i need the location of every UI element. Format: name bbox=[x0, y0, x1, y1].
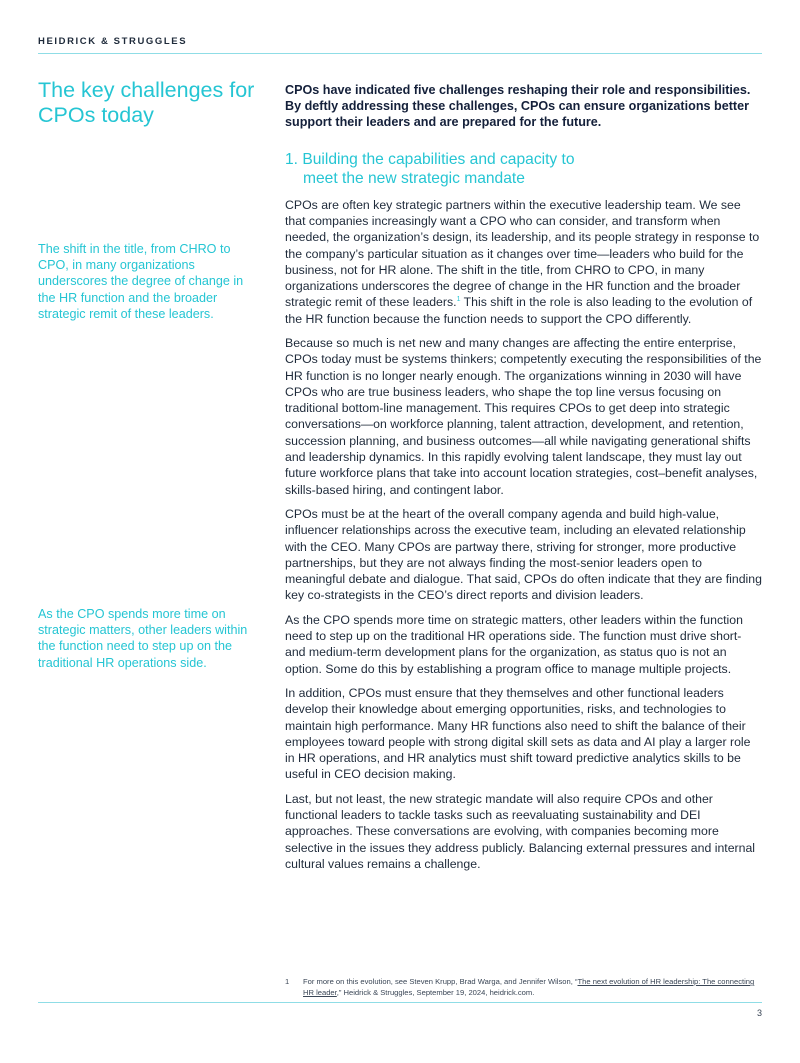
footnote-reference[interactable]: 1 bbox=[456, 296, 461, 304]
body-paragraph-1 bbox=[285, 197, 763, 327]
body-paragraph-4: As the CPO spends more time on strategic matters, other leaders within the function need to step up on the traditional HR operations side. The function must drive short- and medium-term development plans for the organization, as status quo is not an option. Some do this by establishing a program office to manage multiple projects. bbox=[285, 612, 743, 676]
page-title: The key challenges for CPOs today bbox=[38, 78, 255, 127]
section-heading bbox=[285, 150, 763, 188]
page-number: 3 bbox=[756, 1008, 762, 1018]
footnote-text-pre: For more on this evolution, see Steven Krupp, Brad Warga, and Jennifer Wilson, “ bbox=[303, 977, 578, 986]
footnote-number: 1 bbox=[285, 977, 290, 986]
body-paragraph-2: Because so much is net new and many changes are affecting the entire enterprise, CPOs today must be systems thinkers; competently executing the responsibilities of the HR function is no longer nearly enough. The organizations winning in 2030 will have CPOs who are true business leaders, who shape the top line versus focusing on traditional bottom-line management. This requires CPOs to get deep into strategic conversations—on workforce planning, talent attraction, development, and retention, succession planning, and business outcomes—all while navigating generational shifts and leadership dynamics. In this rapidly evolving talent landscape, they must lay out future workforce plans that take into account location strategies, cost–benefit analyses, skills-based hiring, and contingent labor. bbox=[285, 335, 762, 497]
main-column bbox=[285, 82, 763, 872]
footnote-text-post: ,” Heidrick & Struggles, September 19, 2024, heidrick.com. bbox=[336, 988, 535, 997]
footnote-link[interactable]: The next evolution of HR leadership: The connecting HR leader bbox=[303, 977, 755, 997]
section-number: 1. bbox=[285, 150, 299, 168]
body-paragraph-1-text: CPOs are often key strategic partners within the executive leadership team. We see that companies increasingly want a CPO who can consider, and transform when needed, the organization’s design, its leadership, and its people strategy in response to the company’s particular situation as it changes over time—leaders who build for the business, not for HR alone. The shift in the title, from CHRO to CPO, in many organizations underscores the degree of change in the HR function and the broader strategic remit of these leaders. bbox=[285, 197, 760, 310]
footnote bbox=[285, 976, 755, 998]
section-heading-line-1: Building the capabilities and capacity to bbox=[302, 150, 575, 168]
section-heading-line-2: meet the new strategic mandate bbox=[303, 169, 525, 187]
body-paragraph-1-continued: This shift in the role is also leading to the evolution of the HR function because the function needs to support the CPO differently. bbox=[285, 295, 753, 326]
footer-rule bbox=[38, 1002, 762, 1003]
footnote-text bbox=[303, 976, 755, 998]
brand-header: HEIDRICK & STRUGGLES bbox=[38, 36, 188, 47]
body-paragraph-3: CPOs must be at the heart of the overall company agenda and build high-value, influencer relationships across the executive team, including an elevated relationship with the CEO. Many CPOs are partway there, striving for stronger, more productive partnerships, but they are not always finding the most-senior leaders open to meaningful debate and dialogue. That said, CPOs do often indicate that they are finding key co-strategists in the CEO’s direct reports and division leaders. bbox=[285, 506, 762, 603]
body-paragraph-6: Last, but not least, the new strategic mandate will also require CPOs and other functional leaders to tackle tasks such as reevaluating sustainability and DEI approaches. These conversations are evolving, with companies becoming more selective in the issues they address publicly. Balancing external pressures and internal cultural values remains a challenge. bbox=[285, 791, 756, 871]
pull-quote-1: The shift in the title, from CHRO to CPO, in many organizations underscores the degree of change in the HR function and the broader strategic remit of these leaders. bbox=[38, 242, 244, 321]
intro-paragraph: CPOs have indicated five challenges reshaping their role and responsibilities. By deftly addressing these challenges, CPOs can ensure organizations better support their leaders and are prepared for the future. bbox=[285, 83, 751, 130]
header-rule bbox=[38, 53, 762, 54]
pull-quote-2: As the CPO spends more time on strategic matters, other leaders within the function need to step up on the traditional HR operations side. bbox=[38, 607, 248, 670]
body-paragraph-5: In addition, CPOs must ensure that they themselves and other functional leaders develop their knowledge about emerging opportunities, risks, and technologies to maintain high performance. Many HR functions also need to shift the balance of their employees toward people with strong digital skill sets as data and AI play a larger role in HR operations, and HR analytics must shift toward predictive analytics skills to be useful in CEO decision making. bbox=[285, 685, 751, 782]
